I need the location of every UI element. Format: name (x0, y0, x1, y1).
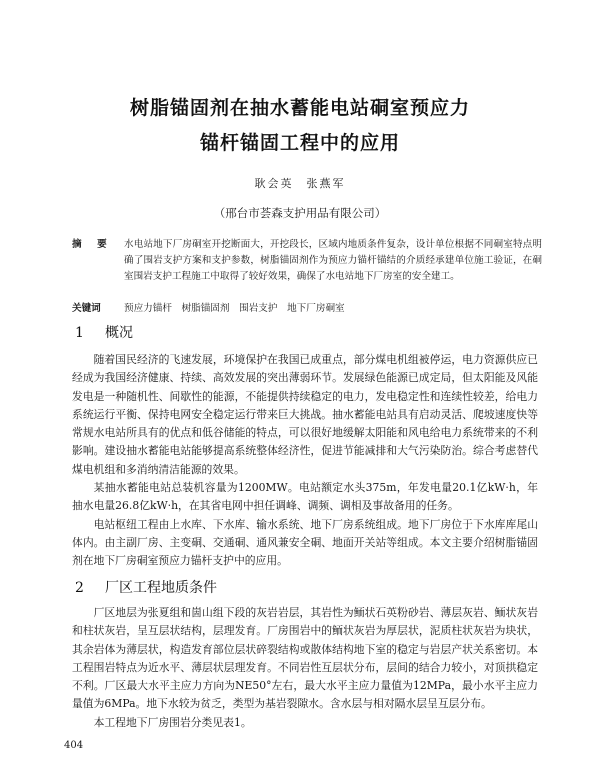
authors: 耿会英 张燕军 (254, 177, 346, 190)
title-line-1: 树脂锚固剂在抽水蓄能电站硐室预应力 (129, 97, 470, 119)
paragraph: 本工程地下厂房围岩分类见表1。 (93, 715, 252, 729)
paragraph: 电站枢纽工程由上水库、下水库、输水系统、地下厂房系统组成。地下厂房位于下水库库尾山体内。由主副厂房、主变硐、交通硐、通风兼安全硐、地面开关站等组成。本文主要介绍树脂锚固剂在地下厂房硐室预应力锚杆支护中的应用。 (72, 517, 538, 568)
title-line-2: 锚杆锚固工程中的应用 (199, 132, 400, 154)
paragraph: 某抽水蓄能电站总装机容量为1200MW。电站额定水头375m，年发电量20.1亿kW·h，年抽水电量26.8亿kW·h，在其省电网中担任调峰、调频、调相及事故备用的任务。 (72, 481, 538, 513)
section-1-heading (75, 322, 133, 342)
abstract (72, 237, 542, 285)
section-2-number: 2 (75, 580, 84, 596)
paragraph: 随着国民经济的飞速发展，环境保护在我国已成重点，部分煤电机组被停运，电力资源供应已经成为我国经济健康、持续、高效发展的突出薄弱环节。发展绿色能源已成定局，但太阳能及风能发电是一种随机性、间歇性的能源，不能提供持续稳定的电力，发电稳定性和连续性较差，给电力系统运行平衡、保持电网安全稳定运行带来巨大挑战。抽水蓄能电站具有启动灵活、爬坡速度快等常规水电站所具有的优点和低谷储能的特点，可以很好地缓解太阳能和风电给电力系统带来的不利影响。建设抽水蓄能电站能够提高系统整体经济性，促进节能减排和大气污染防治。综合考虑替代煤电机组和多消纳清洁能源的效果。 (72, 353, 538, 476)
abstract-label: 摘 要 (72, 239, 110, 250)
paragraph: 厂区地层为张夏组和崮山组下段的灰岩岩层，其岩性为鲕状石英粉砂岩、薄层灰岩、鲕状灰岩和柱状灰岩，呈互层状结构，层理发育。厂房围岩中的鲕状灰岩为厚层状，泥质柱状灰岩为块状，其余岩体为薄层状，构造发育部位层状碎裂结构或散体结构地下室的稳定与岩层产状关系密切。本工程围岩特点为近水平、薄层状层理发育。不同岩性互层状分布，层间的结合力较小，对顶拱稳定不利。厂区最大水平主应力方向为NE50°左右，最大水平主应力量值为12MPa，最小水平主应力量值为6MPa。地下水较为贫乏，类型为基岩裂隙水。含水层与相对隔水层呈互层分布。 (72, 606, 538, 711)
section-2-heading (75, 577, 217, 597)
section-2-body (72, 604, 538, 732)
keywords (72, 301, 542, 317)
section-1-title: 概况 (105, 325, 133, 341)
keywords-text: 预应力锚杆 树脂锚固剂 围岩支护 地下厂房硐室 (124, 303, 345, 314)
section-2-title: 厂区工程地质条件 (105, 580, 217, 596)
section-1-body (72, 351, 538, 571)
keywords-label: 关键词 (72, 303, 101, 314)
affiliation: （邢台市荟森支护用品有限公司） (213, 206, 387, 220)
section-1-number: 1 (75, 325, 84, 341)
page-number: 404 (64, 740, 84, 751)
abstract-text: 水电站地下厂房硐室开挖断面大，开挖段长，区域内地质条件复杂，设计单位根据不同硐室特点明确了围岩支护方案和支护参数，树脂锚固剂作为预应力锚杆锚结的介质经承建单位施工验证，在硐室围岩支护工程施工中取得了较好效果，确保了水电站地下厂房室的安全建工。 (124, 239, 542, 282)
